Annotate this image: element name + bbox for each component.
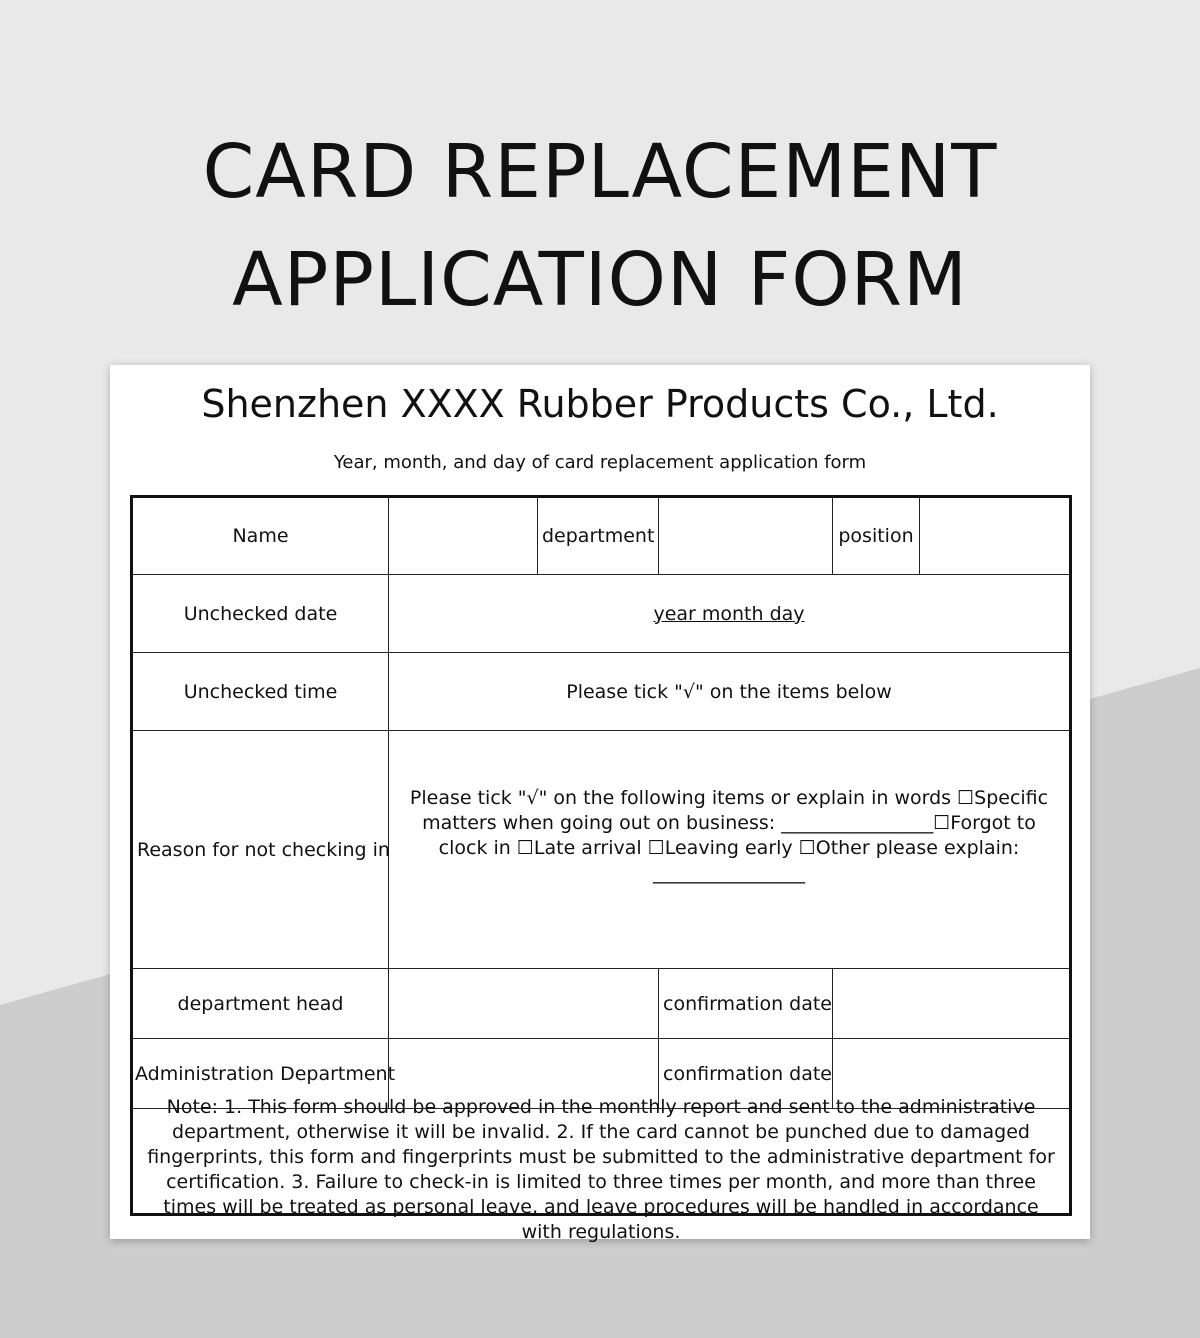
- row-reason: [132, 731, 1071, 969]
- row-note: [132, 1109, 1071, 1215]
- position-label: position: [833, 497, 920, 575]
- unchecked-date-label: Unchecked date: [132, 575, 389, 653]
- poster-title: [0, 118, 1200, 334]
- department-label: department: [538, 497, 659, 575]
- administration-label: Administration Department: [132, 1039, 389, 1109]
- note-text: Note: 1. This form should be approved in the monthly report and sent to the administrative department, otherwise it will be invalid. 2. If the card cannot be punched due to damaged fingerprints, this form and fingerprints must be submitted to the administrative department for certification. 3. Failure to check-in is limited to three times per month, and more than three times will be treated as personal leave, and leave procedures will be handled in accordance with regulations.: [147, 1096, 1055, 1243]
- reason-label: Reason for not checking in: [132, 731, 389, 969]
- row-unchecked-time: [132, 653, 1071, 731]
- row-unchecked-date: [132, 575, 1071, 653]
- unchecked-date-field[interactable]: [389, 575, 1071, 653]
- confirmation-date-label-1: confirmation date: [659, 969, 833, 1039]
- department-field[interactable]: [659, 497, 833, 575]
- row-department-head: [132, 969, 1071, 1039]
- form-sheet: [110, 365, 1090, 1243]
- name-field[interactable]: [389, 497, 538, 575]
- confirmation-date-label-2: confirmation date: [659, 1039, 833, 1109]
- unchecked-time-label: Unchecked time: [132, 653, 389, 731]
- reason-field[interactable]: [389, 731, 1071, 969]
- position-field[interactable]: [920, 497, 1071, 575]
- reason-text: Please tick "√" on the following items or explain in words ☐Specific matters when going out on business: ________________☐Forgot to clock in ☐Late arrival ☐Leaving early ☐Other please explain: ________________: [409, 786, 1049, 884]
- unchecked-date-value: year month day: [653, 602, 805, 625]
- row-name: [132, 497, 1071, 575]
- application-form-table: [130, 495, 1072, 1243]
- department-head-label: department head: [132, 969, 389, 1039]
- confirmation-date-field-1[interactable]: [833, 969, 1071, 1039]
- poster-title-line-1: CARD REPLACEMENT: [202, 129, 998, 215]
- form-subtitle: Year, month, and day of card replacement application form: [333, 452, 867, 473]
- unchecked-time-field[interactable]: Please tick "√" on the items below: [389, 653, 1071, 731]
- name-label: Name: [132, 497, 389, 575]
- department-head-field[interactable]: [389, 969, 659, 1039]
- poster-title-line-2: APPLICATION FORM: [232, 237, 968, 323]
- note-cell: [132, 1096, 1071, 1243]
- company-name: Shenzhen XXXX Rubber Products Co., Ltd.: [201, 382, 999, 426]
